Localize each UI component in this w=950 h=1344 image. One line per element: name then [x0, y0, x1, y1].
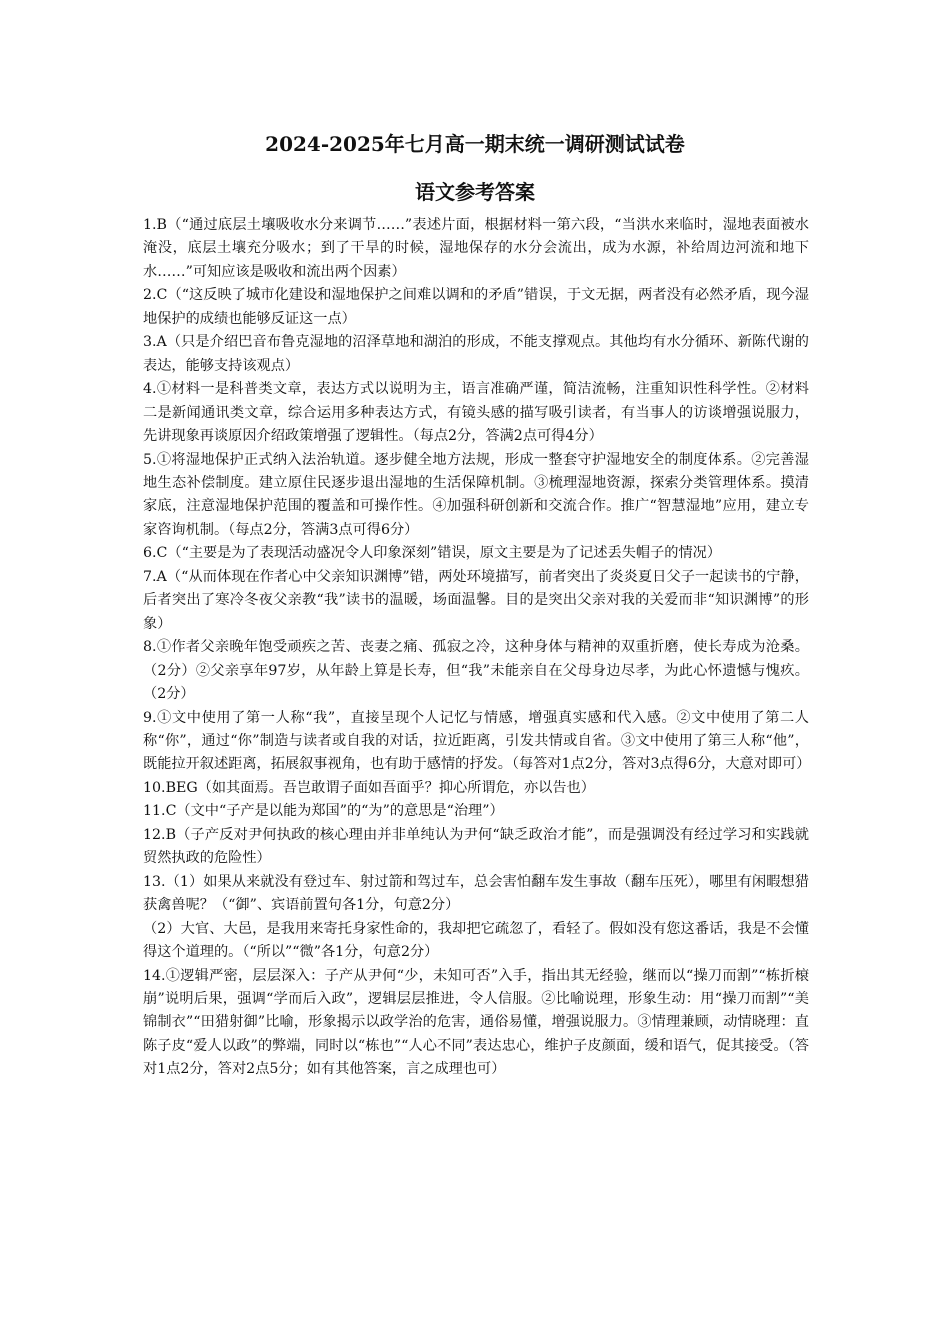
answer-1: 1.B（“通过底层土壤吸收水分来调节……”表述片面，根据材料一第六段，“当洪水来临时，湿地表面被水淹没，底层土壤充分吸水；到了干旱的时候，湿地保存的水分会流出，成为水源，补给周边河流和地下水……”可知应该是吸收和流出两个因素）	[143, 217, 809, 280]
answer-12: 12.B（子产反对尹何执政的核心理由并非单纯认为尹何“缺乏政治才能”，而是强调没有经过学习和实践就贸然执政的危险性）	[143, 826, 809, 867]
answer-11: 11.C（文中“子产是以能为郑国”的“为”的意思是“治理”）	[143, 803, 504, 820]
answer-4: 4.①材料一是科普类文章，表达方式以说明为主，语言准确严谨，简洁流畅，注重知识性科学性。②材料二是新闻通讯类文章，综合运用多种表达方式，有镜头感的描写吸引读者，有当事人的访谈增强说服力，先讲现象再谈原因介绍政策增强了逻辑性。（每点2分，答满2点可得4分）	[143, 381, 809, 445]
answer-list	[143, 214, 809, 1082]
page-subtitle: 语文参考答案	[415, 180, 535, 204]
answer-2: 2.C（“这反映了城市化建设和湿地保护之间难以调和的矛盾”错误，于文无据，两者没有必然矛盾，现今湿地保护的成绩也能够反证这一点）	[143, 287, 809, 327]
answer-9: 9.①文中使用了第一人称“我”，直接呈现个人记忆与情感，增强真实感和代入感。②文中使用了第二人称“你”，通过“你”制造与读者或自我的对话，拉近距离，引发共情或自省。③文中使用了第三人称“他”，既能拉开叙述距离，拓展叙事视角，也有助于感情的抒发。（每答对1点2分，答对3点得6分，大意对即可）	[143, 709, 811, 773]
answer-5: 5.①将湿地保护正式纳入法治轨道。逐步健全地方法规，形成一整套守护湿地安全的制度体系。②完善湿地生态补偿制度。建立原住民逐步退出湿地的生活保障机制。③梳理湿地资源，探索分类管理体系。摸清家底，注意湿地保护范围的覆盖和可操作性。④加强科研创新和交流合作。推广“智慧湿地”应用，建立专家咨询机制。（每点2分，答满3点可得6分）	[143, 451, 809, 538]
answer-13-1: 13.（1）如果从来就没有登过车、射过箭和驾过车，总会害怕翻车发生事故（翻车压死），哪里有闲暇想猎获禽兽呢？（“御”、宾语前置句各1分，句意2分）	[143, 873, 809, 914]
answer-3: 3.A（只是介绍巴音布鲁克湿地的沼泽草地和湖泊的形成，不能支撑观点。其他均有水分循环、新陈代谢的表达，能够支持该观点）	[143, 334, 809, 374]
answer-14: 14.①逻辑严密，层层深入：子产从尹何“少，未知可否”入手，指出其无经验，继而以“操刀而割”“栋折榱崩”说明后果，强调“学而后入政”，逻辑层层推进，令人信服。②比喻说理，形象生动：用“操刀而割”“美锦制衣”“田猎射御”比喻，形象揭示以政学治的危害，通俗易懂，增强说服力。③情理兼顾，动情晓理：直陈子皮“爱人以政”的弊端，同时以“栋也”“人心不同”表达忠心，维护子皮颜面，缓和语气，促其接受。（答对1点2分，答对2点5分；如有其他答案，言之成理也可）	[143, 967, 809, 1078]
answer-10: 10.BEG（如其面焉。吾岂敢谓子面如吾面乎？抑心所谓危，亦以告也）	[143, 779, 595, 796]
answer-13-2: （2）大官、大邑，是我用来寄托身家性命的，我却把它疏忽了，看轻了。假如没有您这番话，我是不会懂得这个道理的。（“所以”“微”各1分，句意2分）	[143, 920, 809, 961]
answer-8: 8.①作者父亲晚年饱受顽疾之苦、丧妻之痛、孤寂之冷，这种身体与精神的双重折磨，使长寿成为沧桑。（2分）②父亲享年97岁，从年龄上算是长寿，但“我”未能亲自在父母身边尽孝，为此心怀遗憾与愧疚。（2分）	[143, 639, 809, 703]
answer-7: 7.A（“从而体现在作者心中父亲知识渊博”错，两处环境描写，前者突出了炎炎夏日父子一起读书的宁静，后者突出了寒冷冬夜父亲教“我”读书的温暖，场面温馨。目的是突出父亲对我的关爱而非“知识渊博”的形象）	[143, 568, 809, 632]
answer-6: 6.C（“主要是为了表现活动盛况令人印象深刻”错误，原文主要是为了记述丢失帽子的情况）	[143, 545, 722, 562]
page-title: 2024-2025年七月高一期末统一调研测试试卷	[265, 132, 685, 156]
